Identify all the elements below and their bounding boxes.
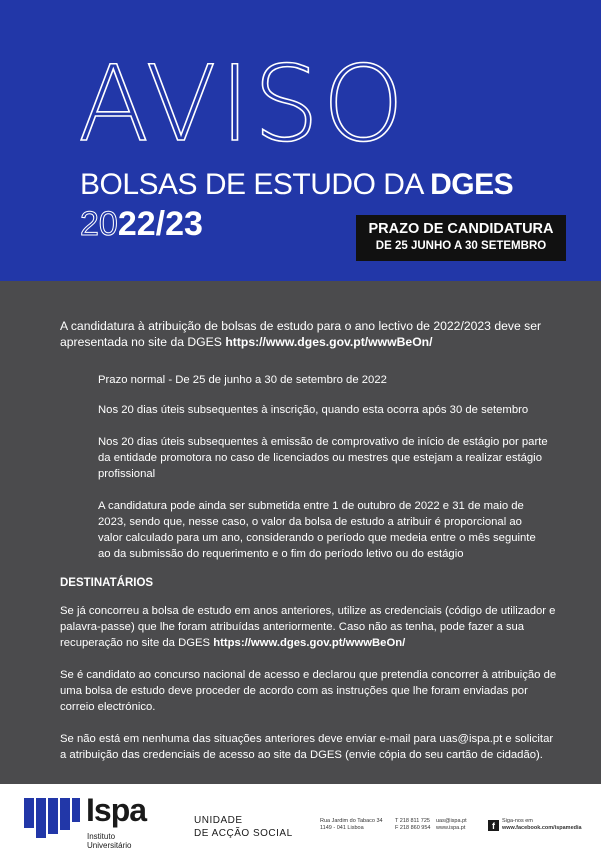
- facebook-label: Siga-nos em: [502, 818, 533, 824]
- unit-name: [194, 814, 293, 840]
- notice-content: [0, 281, 601, 784]
- deadline-item: Prazo normal - De 25 de junho a 30 de setembro de 2022: [98, 374, 387, 386]
- logo-sub-line: Universitário: [87, 841, 132, 850]
- year-prefix: 20: [80, 205, 118, 243]
- subtitle-bold: DGES: [430, 168, 514, 201]
- intro-text: A candidatura à atribuição de bolsas de estudo para o ano lectivo de 2022/2023 deve ser apresentada no site da DGES: [60, 319, 542, 349]
- page-title: AVISO: [78, 43, 408, 165]
- year-suffix: 22/23: [117, 205, 203, 243]
- subtitle-regular: BOLSAS DE ESTUDO DA: [80, 168, 431, 201]
- credentials-text: Se já concorreu a bolsa de estudo em anos anteriores, utilize as credenciais (código de utilizador e palavra-passe) que lhe foram atribuídas anteriormente. Caso não as tenha, pode fazer a sua recuperação no site da DGES: [60, 605, 556, 649]
- section-title: DESTINATÁRIOS: [60, 577, 154, 589]
- academic-year: [80, 207, 203, 241]
- deadline-badge: [356, 215, 566, 261]
- logo-name: Ispa: [86, 792, 147, 828]
- intro-paragraph: [60, 318, 560, 350]
- national-access-paragraph: Se é candidato ao concurso nacional de acesso e declarou que pretendia concorrer à atribuição de uma bolsa de estudo deve proceder de acordo com as instruções que lhe foram enviadas por correio electrónico.: [60, 669, 557, 713]
- contacts: [436, 818, 467, 832]
- dges-link[interactable]: https://www.dges.gov.pt/wwwBeOn/: [213, 637, 406, 649]
- unit-line: UNIDADE: [194, 815, 243, 826]
- subtitle: [80, 170, 513, 200]
- header-banner: [0, 0, 601, 281]
- email-request-paragraph: Se não está em nenhuma das situações anteriores deve enviar e-mail para uas@ispa.pt e solicitar a atribuição das credenciais de acesso ao site da DGES (envie cópia do seu cartão de cidadão).: [60, 733, 554, 761]
- deadline-dates: DE 25 JUNHO A 30 SETEMBRO: [375, 240, 547, 252]
- ispa-logo-icon: [24, 798, 80, 838]
- unit-line: DE ACÇÃO SOCIAL: [194, 828, 293, 839]
- address: [320, 818, 383, 832]
- email-link[interactable]: uas@ispa.pt: [436, 818, 467, 824]
- logo-sub-line: Instituto: [87, 832, 116, 841]
- address-line: 1149 - 041 Lisboa: [320, 825, 364, 831]
- fax-line: F 218 860 954: [395, 825, 431, 831]
- deadline-item: Nos 20 dias úteis subsequentes à emissão de comprovativo de início de estágio por parte da entidade promotora no caso de licenciados ou mestres que estejam a realizar estágio profissional: [98, 436, 548, 480]
- deadline-item: A candidatura pode ainda ser submetida entre 1 de outubro de 2022 e 31 de maio de 2023, sendo que, nesse caso, o valor da bolsa de estudo a atribuir é proporcional ao valor calculado para um ano, considerando o período que medeia entre o mês seguinte ao da submissão do requerimento e o fim do período letivo ou do estágio: [98, 500, 536, 560]
- deadline-item: Nos 20 dias úteis subsequentes à inscrição, quando esta ocorra após 30 de setembro: [98, 404, 529, 416]
- credentials-paragraph: [60, 603, 560, 651]
- facebook-block: [502, 818, 582, 832]
- address-line: Rua Jardim do Tabaco 34: [320, 818, 383, 824]
- phone-line: T 218 811 725: [395, 818, 430, 824]
- logo-subtitle: [87, 832, 131, 850]
- facebook-link[interactable]: www.facebook.com/ispamedia: [502, 825, 582, 831]
- phone-numbers: [395, 818, 430, 832]
- website-link[interactable]: www.ispa.pt: [436, 825, 466, 831]
- dges-link[interactable]: https://www.dges.gov.pt/wwwBeOn/: [225, 335, 433, 349]
- facebook-icon: f: [488, 820, 499, 831]
- footer: [0, 784, 601, 856]
- deadline-title: PRAZO DE CANDIDATURA: [368, 221, 554, 237]
